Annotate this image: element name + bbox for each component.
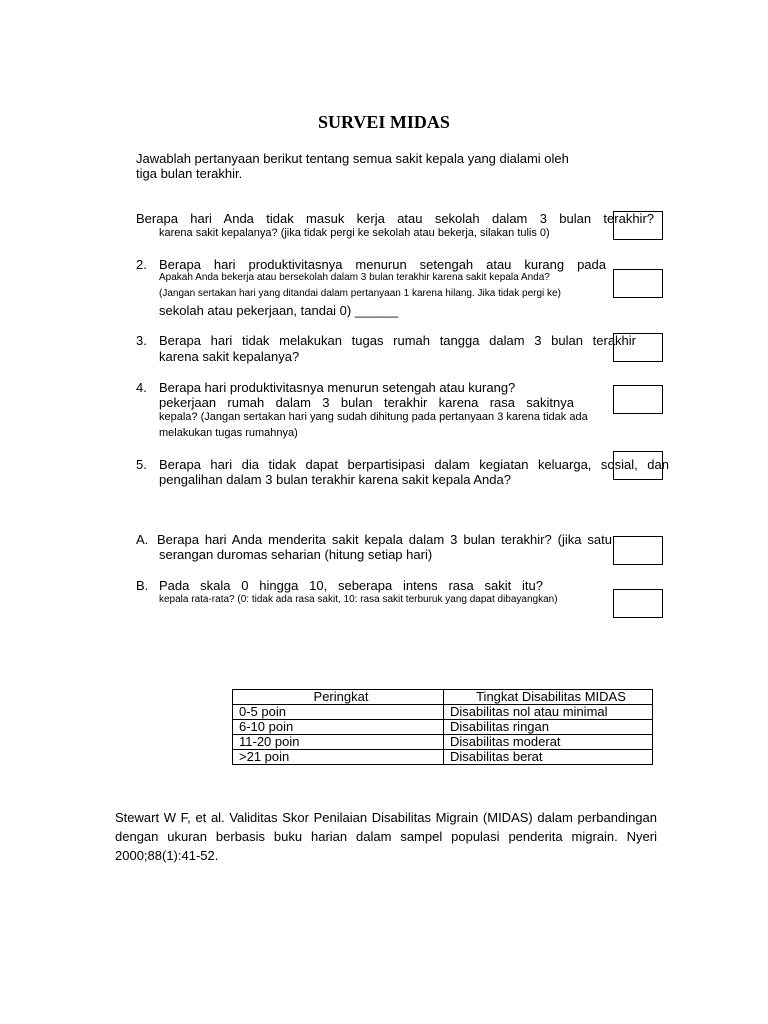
question-4-text: Berapa hari produktivitasnya menurun setengah atau kurang? <box>159 380 516 395</box>
table-cell: >21 poin <box>233 750 444 765</box>
table-header-row <box>233 690 653 705</box>
question-a-text: Berapa hari Anda menderita sakit kepala dalam 3 bulan terakhir? (jika satu <box>157 532 612 547</box>
table-cell: Disabilitas berat <box>444 750 653 765</box>
question-2-number: 2. <box>136 257 147 272</box>
question-b-text: Pada skala 0 hingga 10, seberapa intens rasa sakit itu? <box>159 578 543 593</box>
table-cell: Disabilitas nol atau minimal <box>444 705 653 720</box>
table-cell: 0-5 poin <box>233 705 444 720</box>
instructions-line-1: Jawablah pertanyaan berikut tentang semua sakit kepala yang dialami oleh <box>136 151 569 166</box>
question-a-letter: A. <box>136 532 149 547</box>
question-4-answer-box[interactable] <box>613 385 663 414</box>
question-2-subtext-1: Apakah Anda bekerja atau bersekolah dalam 3 bulan terakhir karena sakit kepala Anda? <box>159 272 550 283</box>
question-3-answer-box[interactable] <box>613 333 663 362</box>
instructions <box>136 151 606 181</box>
table-cell: 6-10 poin <box>233 720 444 735</box>
question-4-subtext-3: melakukan tugas rumahnya) <box>159 427 298 439</box>
instructions-line-2: tiga bulan terakhir. <box>136 166 243 181</box>
question-a-subtext: serangan duromas seharian (hitung setiap hari) <box>159 547 433 562</box>
table-header-cell: Peringkat <box>233 690 444 705</box>
page-title: SURVEI MIDAS <box>318 112 450 132</box>
table-cell: 11-20 poin <box>233 735 444 750</box>
question-1-answer-box[interactable] <box>613 211 663 240</box>
question-5-text: Berapa hari dia tidak dapat berpartisipasi dalam kegiatan keluarga, sosial, dan <box>159 457 669 472</box>
question-2-subtext-2: (Jangan sertakan hari yang ditandai dalam pertanyaan 1 karena hilang. Jika tidak pergi ke) <box>159 288 561 299</box>
table-row <box>233 705 653 720</box>
question-a-answer-box[interactable] <box>613 536 663 565</box>
question-2-text: Berapa hari produktivitasnya menurun setengah atau kurang pada <box>159 257 606 272</box>
question-2-answer-box[interactable] <box>613 269 663 298</box>
question-4-subtext-2: kepala? (Jangan sertakan hari yang sudah dihitung pada pertanyaan 3 karena tidak ada <box>159 411 588 423</box>
question-1-subtext: karena sakit kepalanya? (jika tidak pergi ke sekolah atau bekerja, silakan tulis 0) <box>159 227 550 239</box>
table-header-cell: Tingkat Disabilitas MIDAS <box>444 690 653 705</box>
question-2-subtext-3: sekolah atau pekerjaan, tandai 0) ______ <box>159 303 399 318</box>
question-5-number: 5. <box>136 457 147 472</box>
table-cell: Disabilitas ringan <box>444 720 653 735</box>
question-b-letter: B. <box>136 578 149 593</box>
reference-citation: Stewart W F, et al. Validitas Skor Penilaian Disabilitas Migrain (MIDAS) dalam perbandingan dengan ukuran berbasis buku harian dalam sampel populasi penderita migrain. Nyeri 2000;88(1):41-52. <box>115 810 657 863</box>
midas-rating-table <box>232 689 653 765</box>
question-b-answer-box[interactable] <box>613 589 663 618</box>
table-row <box>233 750 653 765</box>
question-b-subtext: kepala rata-rata? (0: tidak ada rasa sakit, 10: rasa sakit terburuk yang dapat dibayangkan) <box>159 594 558 605</box>
question-3-number: 3. <box>136 333 147 348</box>
question-5-subtext: pengalihan dalam 3 bulan terakhir karena sakit kepala Anda? <box>159 472 511 487</box>
table-row <box>233 735 653 750</box>
question-5-answer-box[interactable] <box>613 451 663 480</box>
question-3-text: Berapa hari tidak melakukan tugas rumah tangga dalam 3 bulan terakhir <box>159 333 636 348</box>
question-3-subtext: karena sakit kepalanya? <box>159 349 300 364</box>
question-4-number: 4. <box>136 380 147 395</box>
table-row <box>233 720 653 735</box>
question-4-subtext-1: pekerjaan rumah dalam 3 bulan terakhir karena rasa sakitnya <box>159 395 574 410</box>
question-1-text: Berapa hari Anda tidak masuk kerja atau sekolah dalam 3 bulan terakhir? <box>136 211 654 226</box>
table-cell: Disabilitas moderat <box>444 735 653 750</box>
